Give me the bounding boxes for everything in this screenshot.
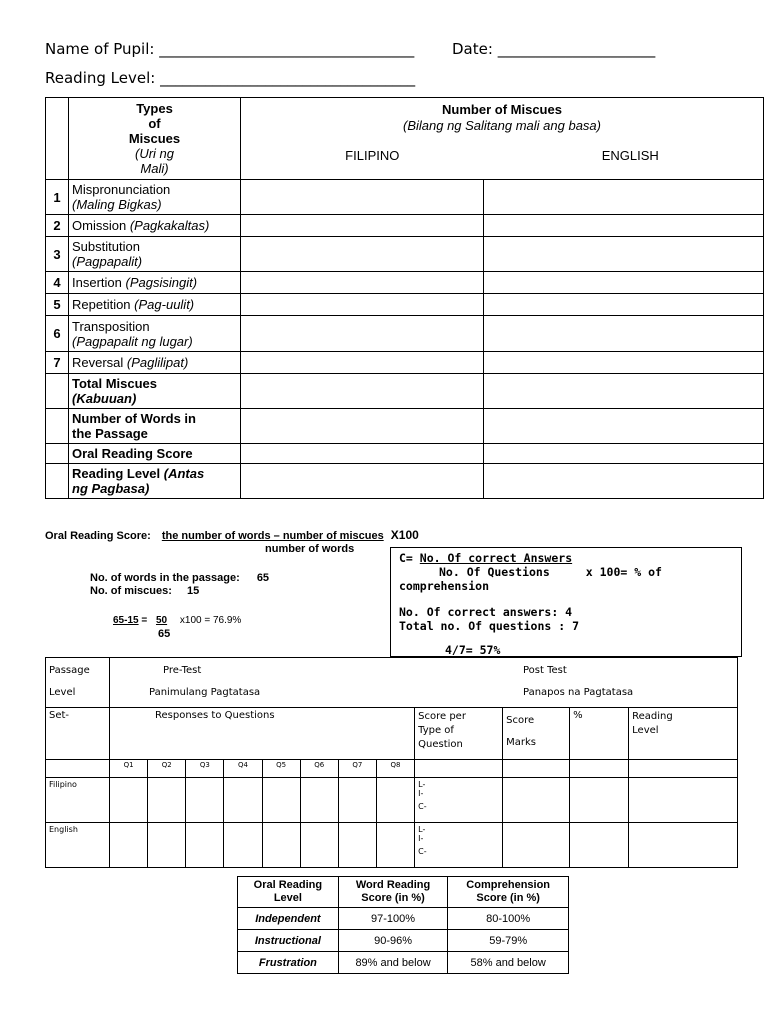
english-cell[interactable] xyxy=(484,464,764,499)
calc-denominator: 65 xyxy=(158,628,171,640)
criteria-row: Instructional 90-96% 59-79% xyxy=(238,930,569,952)
filipino-cell[interactable] xyxy=(241,374,484,409)
english-cell[interactable] xyxy=(484,215,764,237)
reading-level-table-row: Reading Level (Antas ng Pagbasa) xyxy=(46,464,764,499)
miscue-row: 7 Reversal (Paglilipat) xyxy=(46,352,764,374)
english-cell[interactable] xyxy=(484,237,764,272)
english-column-label: ENGLISH xyxy=(601,148,659,163)
types-of-miscues-header: Types of Miscues (Uri ng Mali) xyxy=(69,98,241,180)
filipino-cell[interactable] xyxy=(241,180,484,215)
comprehension-box: C= No. Of correct Answers No. Of Questions x 100= % of comprehension No. Of correct answers: 4 Total no. Of questions : 7 4/7= 57% xyxy=(390,547,742,657)
date-field-line[interactable]: _____________________ xyxy=(497,40,656,58)
filipino-cell[interactable] xyxy=(241,215,484,237)
reading-level-criteria-table xyxy=(237,876,569,974)
filipino-cell[interactable] xyxy=(241,409,484,444)
criteria-row: Frustration 89% and below 58% and below xyxy=(238,952,569,974)
total-miscues-row: Total Miscues (Kabuuan) xyxy=(46,374,764,409)
words-in-passage: No. of words in the passage: 65 xyxy=(90,572,270,584)
miscue-row: 5 Repetition (Pag-uulit) xyxy=(46,294,764,316)
filipino-cell[interactable] xyxy=(241,444,484,464)
filipino-cell[interactable] xyxy=(241,237,484,272)
miscue-row: 4 Insertion (Pagsisingit) xyxy=(46,272,764,294)
criteria-row: Independent 97-100% 80-100% xyxy=(238,908,569,930)
filipino-cell[interactable] xyxy=(241,316,484,352)
filipino-test-row: Filipino L- I- C- xyxy=(46,778,738,823)
english-test-row: English L- I- C- xyxy=(46,823,738,868)
date-label: Date: xyxy=(452,40,493,58)
english-cell[interactable] xyxy=(484,272,764,294)
reading-level-field-line[interactable]: __________________________________ xyxy=(160,69,416,87)
header-oral-reading-level: Oral Reading Level xyxy=(238,877,339,908)
english-cell[interactable] xyxy=(484,352,764,374)
miscue-row: 6 Transposition (Pagpapalit ng lugar) xyxy=(46,316,764,352)
reading-level-label: Reading Level: xyxy=(45,69,156,87)
reading-level-row xyxy=(45,69,415,87)
english-cell[interactable] xyxy=(484,316,764,352)
english-cell[interactable] xyxy=(484,294,764,316)
filipino-cell[interactable] xyxy=(241,272,484,294)
name-field-line[interactable]: __________________________________ xyxy=(159,40,415,58)
filipino-cell[interactable] xyxy=(241,464,484,499)
miscue-row: 2 Omission (Pagkakaltas) xyxy=(46,215,764,237)
header-word-reading-score: Word Reading Score (in %) xyxy=(338,877,448,908)
oral-reading-score-row: Oral Reading Score xyxy=(46,444,764,464)
oral-reading-score-formula: Oral Reading Score: the number of words – number of miscues X100 xyxy=(45,528,419,542)
filipino-column-label: FILIPINO xyxy=(345,148,400,163)
number-of-miscues: No. of miscues: 15 xyxy=(90,585,200,597)
number-of-miscues-header: Number of Miscues (Bilang ng Salitang mali ang basa) FILIPINO ENGLISH xyxy=(241,98,764,180)
date-row xyxy=(452,40,655,58)
filipino-cell[interactable] xyxy=(241,294,484,316)
sample-calculation: 65-15 = 50 x100 = 76.9% xyxy=(113,615,242,626)
filipino-cell[interactable] xyxy=(241,352,484,374)
english-cell[interactable] xyxy=(484,409,764,444)
formula-denominator: number of words xyxy=(265,543,355,555)
test-table: Passage Level Pre-Test Panimulang Pagtatasa Post Test Panapos na Pagtatasa Set- Responses to Questions Score per Type of Question Score Marks % Reading Level Q1 Q2 Q3 Q4 Q5 Q6 Q7 Q8 Filipino L- I- C- English L- I- C- xyxy=(45,657,738,868)
miscue-table xyxy=(45,97,764,499)
miscue-row: 1 Mispronunciation (Maling Bigkas) xyxy=(46,180,764,215)
header-comprehension-score: Comprehension Score (in %) xyxy=(448,877,569,908)
name-of-pupil-row xyxy=(45,40,414,58)
name-label: Name of Pupil: xyxy=(45,40,155,58)
english-cell[interactable] xyxy=(484,374,764,409)
english-cell[interactable] xyxy=(484,180,764,215)
number-of-words-row: Number of Words in the Passage xyxy=(46,409,764,444)
miscue-row: 3 Substitution (Pagpapalit) xyxy=(46,237,764,272)
pre-post-test-header: Pre-Test Panimulang Pagtatasa Post Test Panapos na Pagtatasa xyxy=(110,658,738,708)
english-cell[interactable] xyxy=(484,444,764,464)
